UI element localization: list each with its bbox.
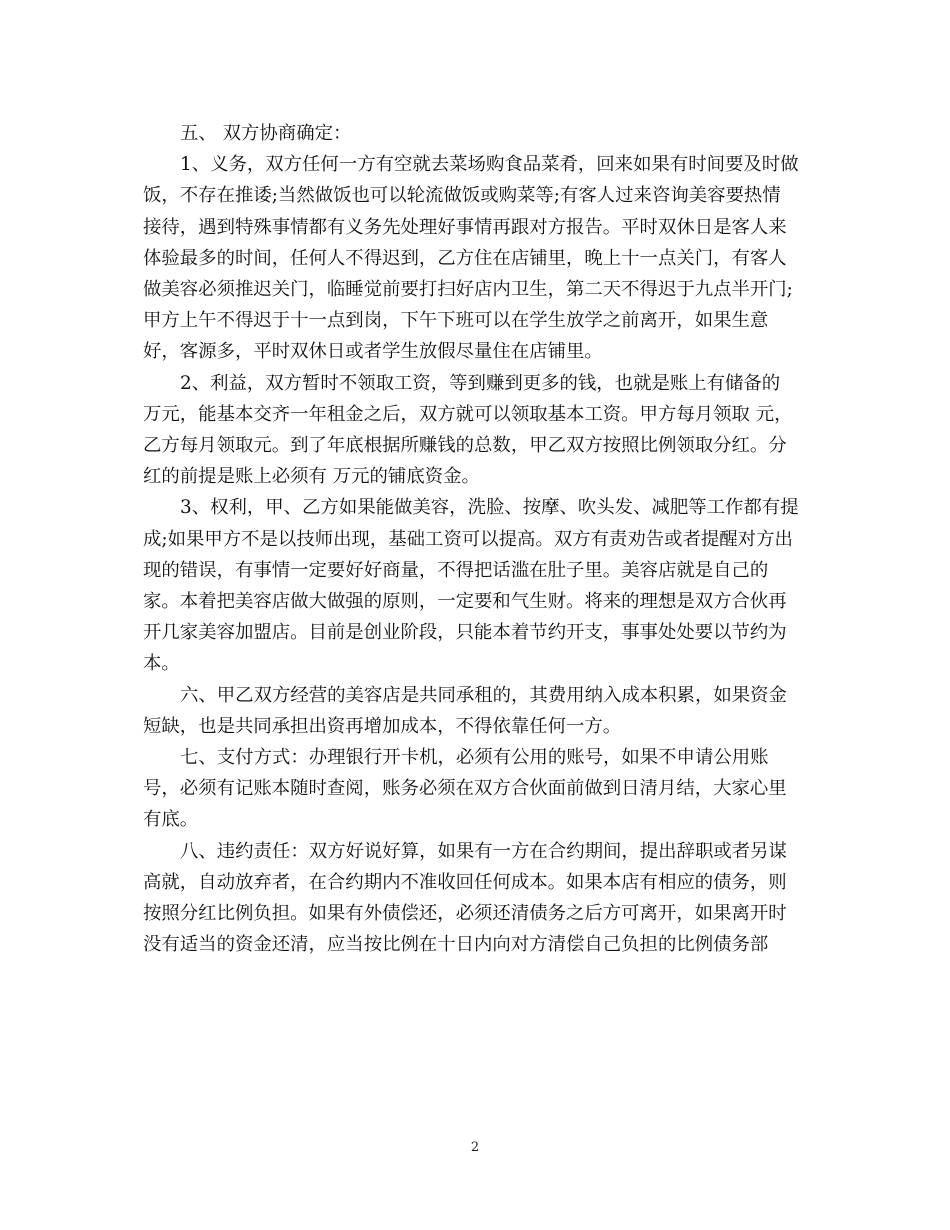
paragraph-line: 现的错误，有事情一定要好好商量，不得把话滥在肚子里。美容店就是自己的 [143,559,769,581]
paragraph-line: 七、支付方式：办理银行开卡机，必须有公用的账号，如果不申请公用账 [180,747,769,769]
paragraph-line: 号，必须有记账本随时查阅，账务必须在双方合伙面前做到日清月结，大家心里 [143,778,787,800]
paragraph-line: 红的前提是账上必须有 万元的铺底资金。 [143,466,480,488]
paragraph [143,492,813,679]
paragraph [143,368,813,493]
paragraph-line: 2、利益，双方暂时不领取工资，等到赚到更多的钱，也就是账上有储备的 [180,372,781,394]
paragraph-line: 接待，遇到特殊事情都有义务先处理好事情再跟对方报告。平时双休日是客人来 [143,216,787,238]
paragraph-line: 开几家美容加盟店。目前是创业阶段，只能本着节约开支，事事处处要以节约为 [143,622,787,644]
paragraph-line: 有底。 [143,809,199,831]
paragraph-line: 好，客源多，平时双休日或者学生放假尽量住在店铺里。 [143,341,603,363]
paragraph-line: 做美容必须推迟关门，临睡觉前要打扫好店内卫生，第二天不得迟于九点半开门; [143,279,793,301]
paragraph-line: 饭，不存在推诿;当然做饭也可以轮流做饭或购菜等;有客人过来咨询美容要热情 [143,185,781,207]
document-body [143,118,813,960]
paragraph-line: 体验最多的时间，任何人不得迟到，乙方住在店铺里，晚上十一点关门，有客人 [143,247,787,269]
paragraph-line: 3、权利，甲、乙方如果能做美容，洗脸、按摩、吹头发、减肥等工作都有提 [180,497,799,519]
paragraph [143,836,813,961]
paragraph [143,680,813,742]
page-number: 2 [470,1140,480,1155]
paragraph-line: 成;如果甲方不是以技师出现，基础工资可以提高。双方有责劝告或者提醒对方出 [143,528,793,550]
paragraph [143,149,813,367]
paragraph-line: 短缺，也是共同承担出资再增加成本，不得依靠任何一方。 [143,715,622,737]
paragraph-line: 没有适当的资金还清，应当按比例在十日内向对方清偿自己负担的比例债务部 [143,934,769,956]
paragraph-line: 高就，自动放弃者，在合约期内不准收回任何成本。如果本店有相应的债务，则 [143,871,787,893]
paragraph-line: 乙方每月领取元。到了年底根据所赚钱的总数，甲乙双方按照比例领取分红。分 [143,435,787,457]
paragraph-line: 家。本着把美容店做大做强的原则，一定要和气生财。将来的理想是双方合伙再 [143,591,787,613]
paragraph-line: 本。 [143,653,180,675]
paragraph-line: 甲方上午不得迟于十一点到岗，下午下班可以在学生放学之前离开，如果生意 [143,310,769,332]
paragraph-line: 万元，能基本交齐一年租金之后，双方就可以领取基本工资。甲方每月领取 元， [143,403,793,425]
paragraph-line: 1、义务，双方任何一方有空就去菜场购食品菜肴，回来如果有时间要及时做 [180,154,799,176]
paragraph [143,118,813,149]
paragraph-line: 五、 双方协商确定： [180,123,352,144]
paragraph-line: 按照分红比例负担。如果有外债偿还，必须还清债务之后方可离开，如果离开时 [143,903,787,925]
paragraph [143,742,813,836]
paragraph-line: 六、甲乙双方经营的美容店是共同承租的，其费用纳入成本积累，如果资金 [180,684,787,706]
paragraph-line: 八、违约责任：双方好说好算，如果有一方在合约期间，提出辞职或者另谋 [180,840,787,862]
